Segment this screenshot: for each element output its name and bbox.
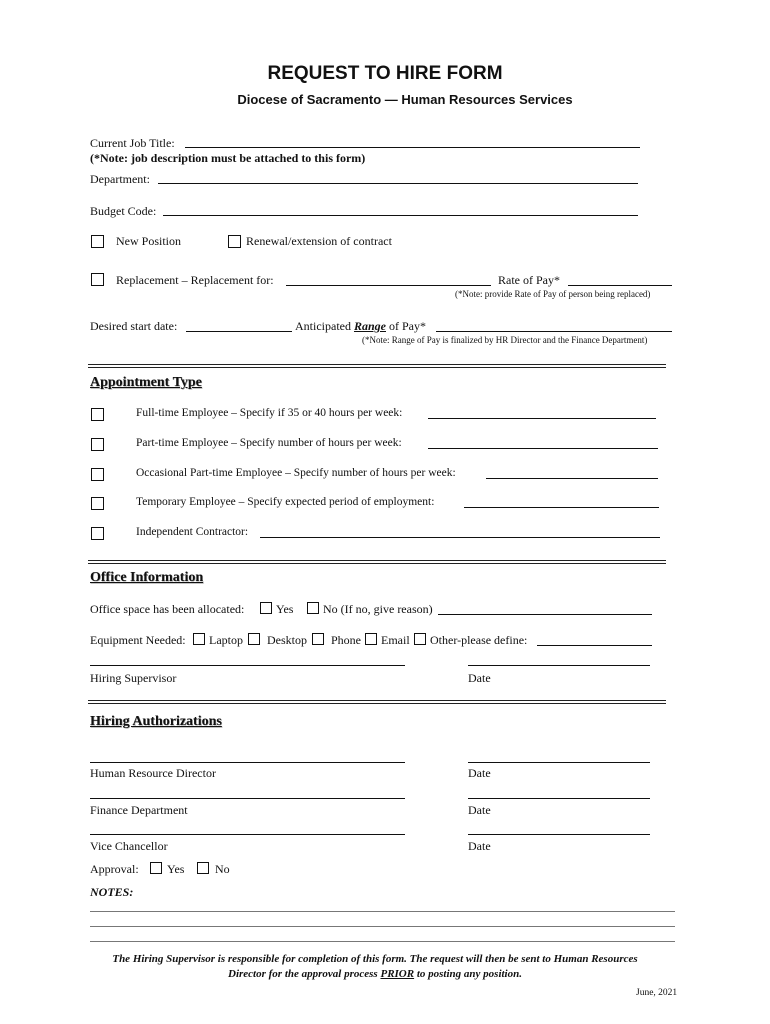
vice-chancellor-date-label: Date — [468, 839, 491, 853]
hiring-supervisor-signature-field[interactable] — [90, 665, 405, 666]
temporary-employee-checkbox[interactable] — [91, 497, 104, 510]
notes-label: NOTES: — [90, 885, 134, 899]
part-time-field[interactable] — [428, 448, 658, 449]
current-job-title-label: Current Job Title: — [90, 136, 175, 150]
approval-no-checkbox[interactable] — [197, 862, 209, 874]
section-divider — [88, 364, 666, 368]
notes-line-1[interactable] — [90, 911, 675, 912]
finance-department-label: Finance Department — [90, 803, 188, 817]
appointment-type-heading: Appointment Type — [90, 375, 202, 390]
occasional-part-time-label: Occasional Part-time Employee – Specify number of hours per week: — [136, 467, 456, 479]
department-field[interactable] — [158, 183, 638, 184]
new-position-label: New Position — [116, 234, 182, 248]
hr-director-date-label: Date — [468, 766, 491, 780]
notes-line-2[interactable] — [90, 926, 675, 927]
occasional-part-time-field[interactable] — [486, 478, 658, 479]
new-position-checkbox[interactable] — [91, 235, 104, 248]
notes-line-3[interactable] — [90, 941, 675, 942]
office-space-reason-field[interactable] — [438, 614, 652, 615]
full-time-label: Full-time Employee – Specify if 35 or 40 hours per week: — [136, 407, 403, 419]
rate-of-pay-label: Rate of Pay* — [498, 273, 560, 287]
full-time-field[interactable] — [428, 418, 656, 419]
finance-signature-field[interactable] — [90, 798, 405, 799]
finance-date-field[interactable] — [468, 798, 650, 799]
hr-director-signature-field[interactable] — [90, 762, 405, 763]
hiring-supervisor-date-label: Date — [468, 671, 491, 685]
other-label: Other-please define: — [430, 633, 528, 647]
laptop-checkbox[interactable] — [193, 633, 205, 645]
anticipated-range-field[interactable] — [436, 331, 672, 332]
office-space-no-checkbox[interactable] — [307, 602, 319, 614]
budget-code-label: Budget Code: — [90, 204, 157, 218]
form-title: REQUEST TO HIRE FORM — [267, 63, 503, 84]
independent-contractor-checkbox[interactable] — [91, 527, 104, 540]
desired-start-field[interactable] — [186, 331, 292, 332]
hr-director-label: Human Resource Director — [90, 766, 216, 780]
hiring-supervisor-label: Hiring Supervisor — [90, 671, 177, 685]
approval-no-label: No — [215, 862, 230, 876]
approval-yes-checkbox[interactable] — [150, 862, 162, 874]
finance-date-label: Date — [468, 803, 491, 817]
temporary-employee-field[interactable] — [464, 507, 659, 508]
email-label: Email — [381, 633, 410, 647]
laptop-label: Laptop — [209, 633, 243, 647]
section-divider — [88, 560, 666, 564]
full-time-checkbox[interactable] — [91, 408, 104, 421]
replacement-checkbox[interactable] — [91, 273, 104, 286]
approval-yes-label: Yes — [167, 862, 185, 876]
office-space-yes-label: Yes — [276, 602, 294, 616]
email-checkbox[interactable] — [365, 633, 377, 645]
job-description-note: (*Note: job description must be attached to this form) — [90, 151, 366, 165]
phone-label: Phone — [331, 633, 361, 647]
current-job-title-field[interactable] — [185, 147, 640, 148]
range-of-pay-note: (*Note: Range of Pay is finalized by HR Director and the Finance Department) — [362, 335, 648, 345]
desktop-label: Desktop — [267, 633, 307, 647]
vice-chancellor-signature-field[interactable] — [90, 834, 405, 835]
department-label: Department: — [90, 172, 150, 186]
office-space-no-label: No (If no, give reason) — [323, 602, 433, 616]
rate-of-pay-note: (*Note: provide Rate of Pay of person being replaced) — [455, 289, 651, 299]
hiring-authorizations-heading: Hiring Authorizations — [90, 714, 222, 729]
replacement-label: Replacement – Replacement for: — [116, 273, 274, 287]
replacement-for-field[interactable] — [286, 285, 491, 286]
office-space-label: Office space has been allocated: — [90, 602, 245, 616]
vice-chancellor-label: Vice Chancellor — [90, 839, 168, 853]
other-define-field[interactable] — [537, 645, 652, 646]
desktop-checkbox[interactable] — [248, 633, 260, 645]
form-revision-date: June, 2021 — [636, 988, 678, 998]
approval-label: Approval: — [90, 862, 139, 876]
hiring-supervisor-date-field[interactable] — [468, 665, 650, 666]
independent-contractor-field[interactable] — [260, 537, 660, 538]
office-information-heading: Office Information — [90, 570, 204, 585]
temporary-employee-label: Temporary Employee – Specify expected period of employment: — [136, 496, 435, 508]
part-time-label: Part-time Employee – Specify number of hours per week: — [136, 437, 402, 449]
equipment-needed-label: Equipment Needed: — [90, 633, 186, 647]
vice-chancellor-date-field[interactable] — [468, 834, 650, 835]
section-divider — [88, 700, 666, 704]
footer-instructions: The Hiring Supervisor is responsible for completion of this form. The request will then be sent to Human Resources Director for the approval process PRIOR to posting any position. — [112, 953, 638, 980]
occasional-part-time-checkbox[interactable] — [91, 468, 104, 481]
form-subtitle: Diocese of Sacramento — Human Resources Services — [237, 92, 573, 107]
part-time-checkbox[interactable] — [91, 438, 104, 451]
independent-contractor-label: Independent Contractor: — [136, 526, 249, 538]
hr-director-date-field[interactable] — [468, 762, 650, 763]
rate-of-pay-field[interactable] — [568, 285, 672, 286]
phone-checkbox[interactable] — [312, 633, 324, 645]
desired-start-label: Desired start date: — [90, 319, 178, 333]
renewal-label: Renewal/extension of contract — [246, 234, 392, 248]
anticipated-range-label: Anticipated Range of Pay* — [295, 319, 426, 333]
renewal-checkbox[interactable] — [228, 235, 241, 248]
other-checkbox[interactable] — [414, 633, 426, 645]
budget-code-field[interactable] — [163, 215, 638, 216]
office-space-yes-checkbox[interactable] — [260, 602, 272, 614]
